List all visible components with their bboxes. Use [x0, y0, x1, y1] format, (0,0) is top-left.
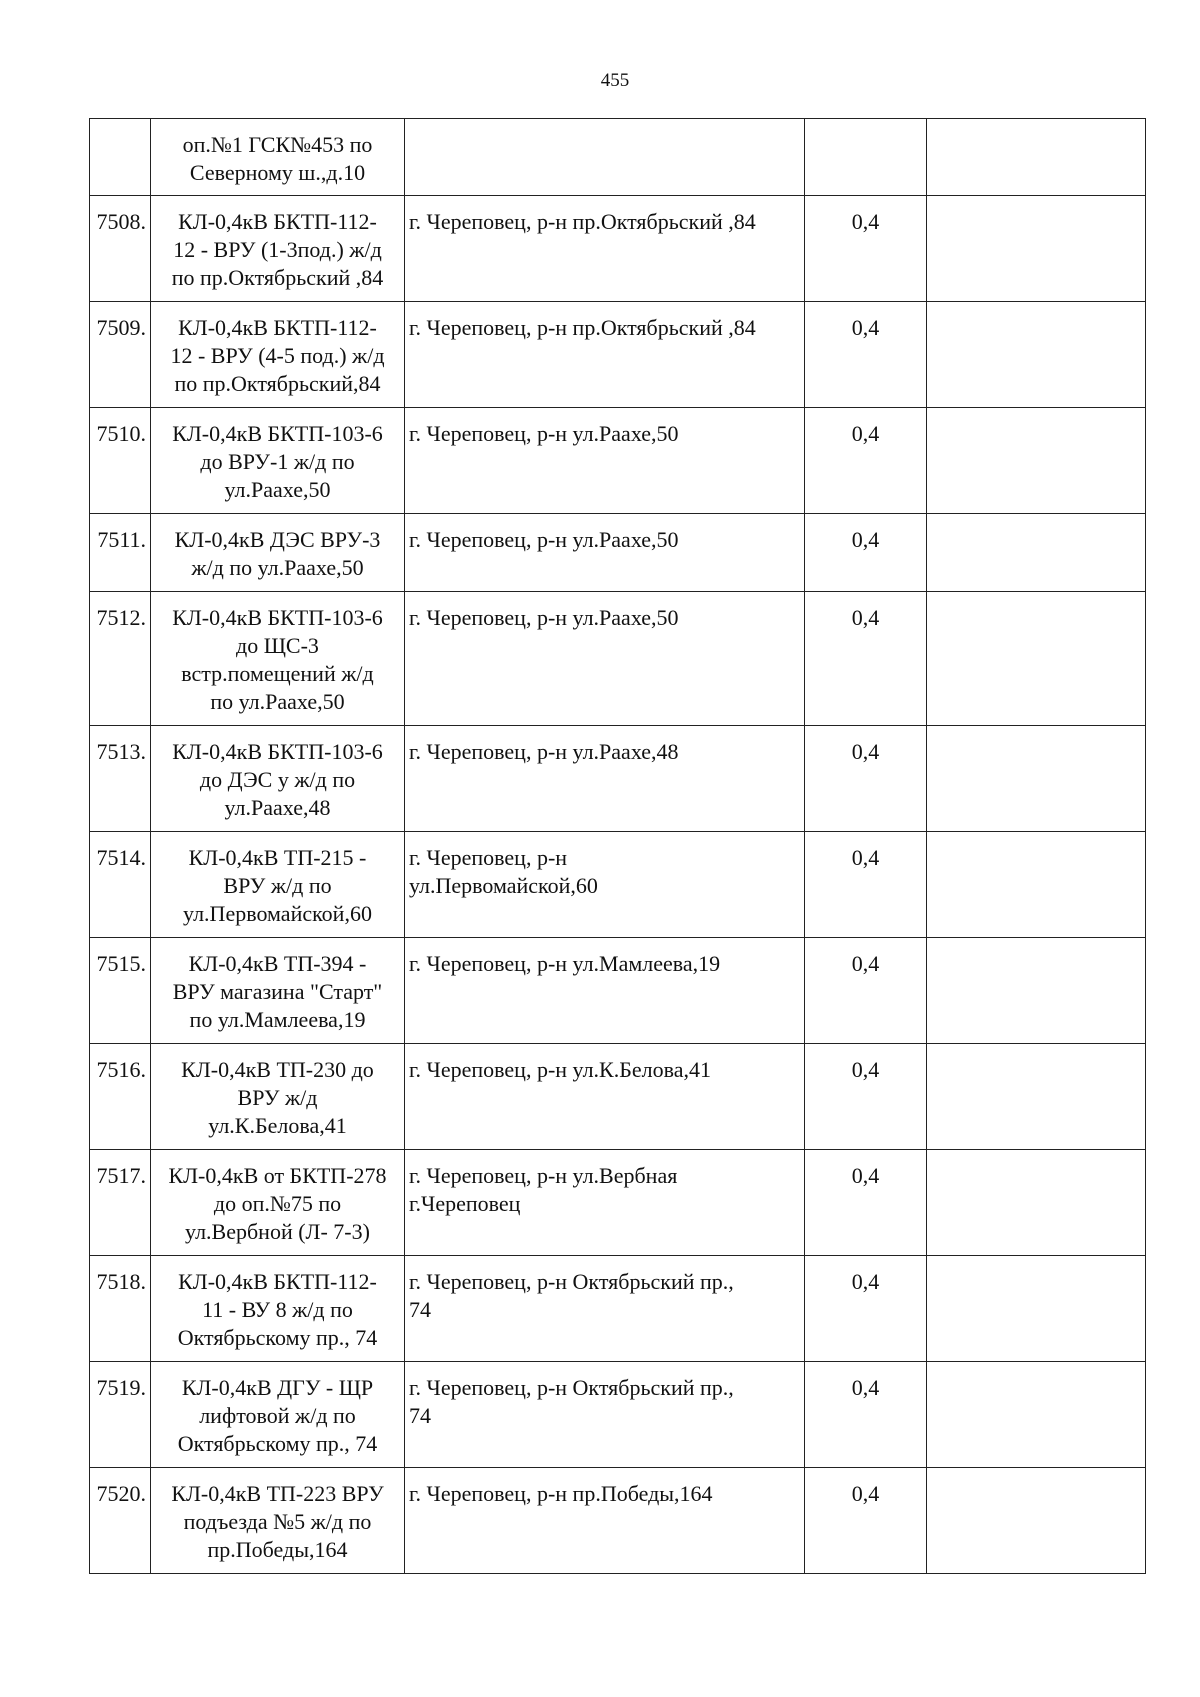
- extra-cell: [927, 1150, 1146, 1256]
- object-name-line: КЛ-0,4кВ БКТП-112-: [178, 1269, 377, 1294]
- address-line: 74: [409, 1403, 431, 1428]
- voltage-value: 0,4: [851, 1481, 880, 1506]
- extra-cell: [927, 119, 1146, 196]
- object-name-cell: [151, 592, 405, 726]
- object-name-cell: [151, 408, 405, 514]
- object-name-cell: [151, 1468, 405, 1574]
- address-line: г. Череповец, р-н ул.Раахе,50: [409, 527, 679, 552]
- row-number: 7519.: [96, 1375, 146, 1400]
- row-number-cell: [90, 592, 151, 726]
- address-cell: [405, 1362, 805, 1468]
- address-cell: [405, 119, 805, 196]
- voltage-value: 0,4: [851, 421, 880, 446]
- row-number-cell: [90, 514, 151, 592]
- voltage-value: 0,4: [851, 951, 880, 976]
- object-name-line: ул.Раахе,48: [224, 795, 331, 820]
- address-line: г. Череповец, р-н Октябрьский пр.,: [409, 1375, 734, 1400]
- object-name-line: лифтовой ж/д по: [199, 1403, 356, 1428]
- object-name-line: встр.помещений ж/д: [181, 661, 374, 686]
- voltage-cell: [805, 592, 927, 726]
- row-number: 7508.: [96, 209, 146, 234]
- address-line: г. Череповец, р-н пр.Победы,164: [409, 1481, 713, 1506]
- object-name-cell: [151, 514, 405, 592]
- object-name-line: ул.Вербной (Л- 7-3): [185, 1219, 370, 1244]
- object-name-line: пр.Победы,164: [207, 1537, 348, 1562]
- address-cell: [405, 938, 805, 1044]
- table-row: [90, 938, 1146, 1044]
- voltage-cell: [805, 196, 927, 302]
- voltage-value: 0,4: [851, 1163, 880, 1188]
- address-cell: [405, 832, 805, 938]
- voltage-value: 0,4: [851, 605, 880, 630]
- row-number-cell: [90, 832, 151, 938]
- object-name-cell: [151, 1044, 405, 1150]
- object-name-cell: [151, 302, 405, 408]
- extra-cell: [927, 832, 1146, 938]
- extra-cell: [927, 1044, 1146, 1150]
- object-name-line: КЛ-0,4кВ БКТП-112-: [178, 209, 377, 234]
- object-name-line: до ЩС-3: [236, 633, 319, 658]
- voltage-cell: [805, 832, 927, 938]
- table-row: [90, 119, 1146, 196]
- object-name-line: Октябрьскому пр., 74: [177, 1431, 378, 1456]
- object-name-line: ул.К.Белова,41: [208, 1113, 347, 1138]
- object-name-line: 12 - ВРУ (1-3под.) ж/д: [173, 237, 382, 262]
- voltage-cell: [805, 119, 927, 196]
- object-name-line: ВРУ ж/д: [237, 1085, 318, 1110]
- object-name-line: до оп.№75 по: [213, 1191, 342, 1216]
- object-name-line: КЛ-0,4кВ ДГУ - ЩР: [181, 1375, 374, 1400]
- address-cell: [405, 1468, 805, 1574]
- address-cell: [405, 408, 805, 514]
- row-number: 7520.: [96, 1481, 146, 1506]
- object-name-cell: [151, 832, 405, 938]
- address-cell: [405, 514, 805, 592]
- table-row: [90, 1468, 1146, 1574]
- object-name-line: по пр.Октябрьский ,84: [171, 265, 384, 290]
- address-line: ул.Первомайской,60: [409, 873, 598, 898]
- voltage-value: 0,4: [851, 1269, 880, 1294]
- row-number: 7518.: [96, 1269, 146, 1294]
- address-cell: [405, 726, 805, 832]
- extra-cell: [927, 196, 1146, 302]
- extra-cell: [927, 1468, 1146, 1574]
- object-name-line: Октябрьскому пр., 74: [177, 1325, 378, 1350]
- address-line: 74: [409, 1297, 431, 1322]
- row-number: 7517.: [96, 1163, 146, 1188]
- extra-cell: [927, 938, 1146, 1044]
- extra-cell: [927, 592, 1146, 726]
- table-row: [90, 408, 1146, 514]
- object-name-cell: [151, 119, 405, 196]
- object-name-line: подъезда №5 ж/д по: [183, 1509, 372, 1534]
- table-row: [90, 832, 1146, 938]
- row-number-cell: [90, 1256, 151, 1362]
- address-line: г. Череповец, р-н ул.Раахе,50: [409, 605, 679, 630]
- object-name-line: 12 - ВРУ (4-5 под.) ж/д: [170, 343, 385, 368]
- table-row: [90, 592, 1146, 726]
- voltage-value: 0,4: [851, 315, 880, 340]
- row-number-cell: [90, 1150, 151, 1256]
- address-cell: [405, 1150, 805, 1256]
- address-line: г. Череповец, р-н: [409, 845, 568, 870]
- object-name-line: КЛ-0,4кВ БКТП-103-6: [172, 605, 383, 630]
- object-name-cell: [151, 938, 405, 1044]
- row-number-cell: [90, 1362, 151, 1468]
- object-name-line: КЛ-0,4кВ БКТП-103-6: [172, 421, 383, 446]
- row-number: 7516.: [96, 1057, 146, 1082]
- row-number: 7510.: [96, 421, 146, 446]
- address-line: г. Череповец, р-н ул.Раахе,48: [409, 739, 679, 764]
- row-number-cell: [90, 1044, 151, 1150]
- table-row: [90, 196, 1146, 302]
- object-name-cell: [151, 196, 405, 302]
- object-name-line: КЛ-0,4кВ ТП-215 -: [188, 845, 367, 870]
- object-name-line: КЛ-0,4кВ БКТП-112-: [178, 315, 377, 340]
- extra-cell: [927, 514, 1146, 592]
- object-name-line: КЛ-0,4кВ БКТП-103-6: [172, 739, 383, 764]
- address-cell: [405, 196, 805, 302]
- address-cell: [405, 592, 805, 726]
- voltage-value: 0,4: [851, 845, 880, 870]
- object-name-line: ул.Первомайской,60: [183, 901, 372, 926]
- object-name-cell: [151, 726, 405, 832]
- address-line: г. Череповец, р-н пр.Октябрьский ,84: [409, 315, 756, 340]
- address-line: г. Череповец, р-н ул.Мамлеева,19: [409, 951, 721, 976]
- voltage-cell: [805, 726, 927, 832]
- address-cell: [405, 302, 805, 408]
- voltage-value: 0,4: [851, 1057, 880, 1082]
- object-name-cell: [151, 1362, 405, 1468]
- registry-body: [90, 119, 1146, 1574]
- extra-cell: [927, 302, 1146, 408]
- object-name-line: КЛ-0,4кВ ТП-230 до: [181, 1057, 374, 1082]
- table-row: [90, 1150, 1146, 1256]
- object-name-line: Северному ш.,д.10: [189, 160, 366, 185]
- row-number-cell: [90, 938, 151, 1044]
- table-row: [90, 726, 1146, 832]
- row-number-cell: [90, 196, 151, 302]
- voltage-value: 0,4: [851, 209, 880, 234]
- row-number-cell: [90, 119, 151, 196]
- object-name-line: по ул.Раахе,50: [210, 689, 345, 714]
- object-name-line: 11 - ВУ 8 ж/д по: [202, 1297, 353, 1322]
- object-name-line: КЛ-0,4кВ ТП-223 ВРУ: [171, 1481, 384, 1506]
- table-row: [90, 514, 1146, 592]
- voltage-cell: [805, 1256, 927, 1362]
- address-line: г. Череповец, р-н ул.Вербная: [409, 1163, 678, 1188]
- voltage-value: 0,4: [851, 527, 880, 552]
- row-number-cell: [90, 408, 151, 514]
- object-name-cell: [151, 1150, 405, 1256]
- voltage-cell: [805, 938, 927, 1044]
- voltage-value: 0,4: [851, 739, 880, 764]
- object-name-line: по ул.Мамлеева,19: [189, 1007, 366, 1032]
- voltage-cell: [805, 1044, 927, 1150]
- row-number-cell: [90, 302, 151, 408]
- row-number: 7511.: [97, 527, 146, 552]
- address-line: г. Череповец, р-н Октябрьский пр.,: [409, 1269, 734, 1294]
- object-name-line: до ДЭС у ж/д по: [199, 767, 356, 792]
- row-number: 7509.: [96, 315, 146, 340]
- object-name-line: КЛ-0,4кВ ДЭС ВРУ-3: [174, 527, 381, 552]
- voltage-cell: [805, 302, 927, 408]
- registry-table: [89, 118, 1146, 1574]
- table-row: [90, 302, 1146, 408]
- extra-cell: [927, 1256, 1146, 1362]
- voltage-cell: [805, 408, 927, 514]
- extra-cell: [927, 408, 1146, 514]
- table-row: [90, 1044, 1146, 1150]
- address-cell: [405, 1044, 805, 1150]
- voltage-value: 0,4: [851, 1375, 880, 1400]
- object-name-line: ул.Раахе,50: [224, 477, 331, 502]
- object-name-line: по пр.Октябрьский,84: [174, 371, 381, 396]
- voltage-cell: [805, 1468, 927, 1574]
- object-name-line: ж/д по ул.Раахе,50: [191, 555, 364, 580]
- extra-cell: [927, 726, 1146, 832]
- page-number: 455: [600, 70, 630, 91]
- row-number: 7513.: [96, 739, 146, 764]
- row-number: 7512.: [96, 605, 146, 630]
- address-line: г. Череповец, р-н ул.К.Белова,41: [409, 1057, 711, 1082]
- object-name-line: ВРУ магазина "Старт": [172, 979, 383, 1004]
- row-number: 7514.: [96, 845, 146, 870]
- table-row: [90, 1362, 1146, 1468]
- object-name-line: ВРУ ж/д по: [223, 873, 332, 898]
- address-line: г. Череповец, р-н ул.Раахе,50: [409, 421, 679, 446]
- object-name-line: КЛ-0,4кВ ТП-394 -: [188, 951, 367, 976]
- row-number: 7515.: [96, 951, 146, 976]
- extra-cell: [927, 1362, 1146, 1468]
- row-number-cell: [90, 726, 151, 832]
- address-cell: [405, 1256, 805, 1362]
- row-number-cell: [90, 1468, 151, 1574]
- voltage-cell: [805, 1150, 927, 1256]
- object-name-cell: [151, 1256, 405, 1362]
- voltage-cell: [805, 514, 927, 592]
- object-name-line: КЛ-0,4кВ от БКТП-278: [168, 1163, 387, 1188]
- voltage-cell: [805, 1362, 927, 1468]
- object-name-line: до ВРУ-1 ж/д по: [200, 449, 355, 474]
- address-line: г. Череповец, р-н пр.Октябрьский ,84: [409, 209, 756, 234]
- address-line: г.Череповец: [409, 1191, 521, 1216]
- table-row: [90, 1256, 1146, 1362]
- object-name-line: оп.№1 ГСК№453 по: [182, 132, 373, 157]
